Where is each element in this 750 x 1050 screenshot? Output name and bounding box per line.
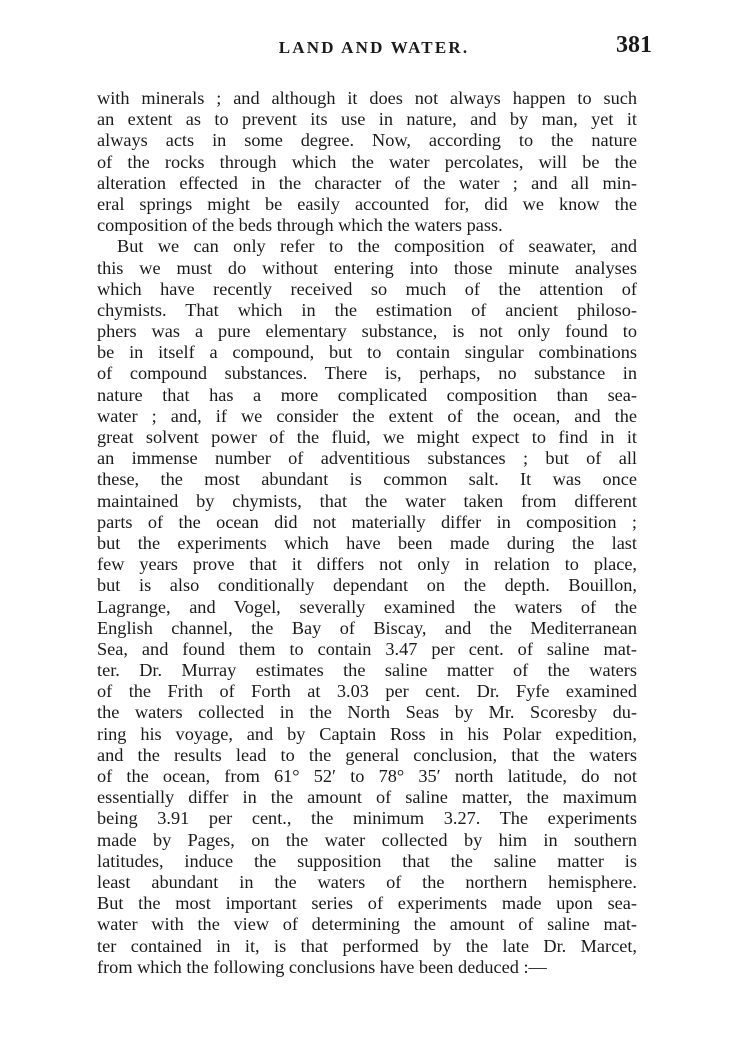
text-line: eral springs might be easily accounted for, did we know the — [97, 193, 637, 214]
text-line: Lagrange, and Vogel, severally examined the waters of the — [97, 596, 637, 617]
text-line: phers was a pure elementary substance, is not only found to — [97, 321, 637, 342]
text-line: of compound substances. There is, perhaps, no substance in — [97, 363, 637, 384]
text-line: these, the most abundant is common salt. It was once — [97, 469, 637, 490]
running-title: LAND AND WATER. — [278, 38, 470, 57]
text-line: which have recently received so much of the attention of — [97, 278, 637, 299]
text-line: of the ocean, from 61° 52′ to 78° 35′ north latitude, do not — [97, 766, 637, 786]
text-line: being 3.91 per cent., the minimum 3.27. The experiments — [97, 808, 637, 829]
text-line: English channel, the Bay of Biscay, and the Mediterranean — [97, 617, 637, 638]
text-line: composition of the beds through which the waters pass. — [97, 215, 503, 236]
text-line: least abundant in the waters of the northern hemisphere. — [97, 871, 637, 892]
text-line: an immense number of adventitious substances ; but of all — [97, 448, 637, 469]
text-line: made by Pages, on the water collected by him in southern — [97, 829, 637, 850]
text-line: chymists. That which in the estimation of ancient philoso- — [97, 299, 637, 320]
text-line: nature that has a more complicated composition than sea- — [97, 384, 637, 405]
text-line: always acts in some degree. Now, according to the nature — [97, 130, 637, 151]
text-line: latitudes, induce the supposition that the saline matter is — [97, 850, 637, 871]
text-line: ter contained in it, is that performed by the late Dr. Marcet, — [97, 935, 637, 956]
text-line: But the most important series of experiments made upon sea- — [97, 893, 637, 914]
text-line: few years prove that it differs not only in relation to place, — [97, 554, 637, 575]
text-line: But we can only refer to the composition of seawater, and — [117, 236, 637, 257]
text-line: of the rocks through which the water percolates, will be the — [97, 151, 637, 172]
text-line: an extent as to prevent its use in nature, and by man, yet it — [97, 109, 637, 130]
text-line: but is also conditionally dependant on the depth. Bouillon, — [97, 575, 637, 596]
text-line: from which the following conclusions have been deduced :— — [97, 956, 547, 977]
text-line: but the experiments which have been made during the last — [97, 532, 637, 553]
text-line: this we must do without entering into those minute analyses — [97, 257, 637, 278]
text-line: parts of the ocean did not materially differ in composition ; — [97, 511, 637, 532]
text-line: ring his voyage, and by Captain Ross in his Polar expedition, — [97, 723, 637, 744]
text-line: Sea, and found them to contain 3.47 per cent. of saline mat- — [97, 638, 637, 659]
text-line: ter. Dr. Murray estimates the saline matter of the waters — [97, 660, 637, 681]
text-line: water with the view of determining the amount of saline mat- — [97, 914, 637, 935]
text-line: be in itself a compound, but to contain singular combinations — [97, 342, 637, 363]
text-line: alteration effected in the character of the water ; and all min- — [97, 172, 637, 193]
page-number: 381 — [616, 32, 652, 58]
text-line: the waters collected in the North Seas by Mr. Scoresby du- — [97, 702, 637, 723]
text-line: great solvent power of the fluid, we might expect to find in it — [97, 427, 637, 447]
text-line: maintained by chymists, that the water taken from different — [97, 490, 637, 511]
text-line: and the results lead to the general conclusion, that the waters — [97, 744, 637, 765]
text-line: with minerals ; and although it does not always happen to such — [97, 88, 637, 108]
text-line: water ; and, if we consider the extent of the ocean, and the — [97, 405, 637, 426]
text-line: of the Frith of Forth at 3.03 per cent. Dr. Fyfe examined — [97, 681, 637, 702]
text-line: essentially differ in the amount of saline matter, the maximum — [97, 787, 637, 808]
running-head — [96, 32, 652, 62]
body-text — [97, 88, 637, 978]
